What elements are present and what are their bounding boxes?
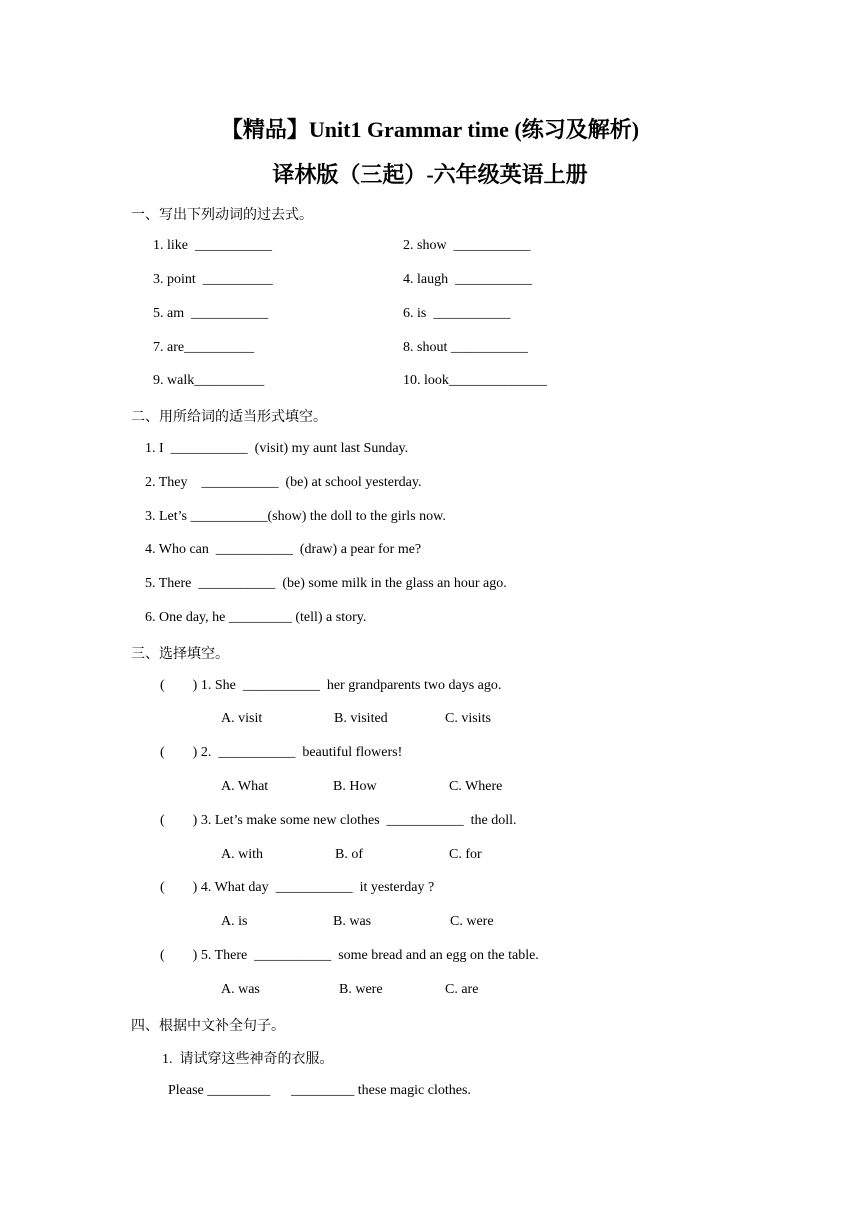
- s3-q1-option-b: B. visited: [334, 711, 388, 726]
- s2-item-3: 3. Let’s ___________(show) the doll to the girls now.: [145, 509, 446, 524]
- s1-item-8: 8. shout ___________: [403, 340, 528, 355]
- s1-item-2: 2. show ___________: [403, 238, 531, 253]
- s3-question-4: ( ) 4. What day ___________ it yesterday ?: [160, 880, 435, 895]
- s3-q5-option-a: A. was: [221, 982, 260, 997]
- s1-item-9: 9. walk__________: [153, 373, 265, 388]
- section-2-heading: 二、用所给词的适当形式填空。: [131, 410, 327, 425]
- s3-q3-option-c: C. for: [449, 847, 482, 862]
- s2-item-1: 1. I ___________ (visit) my aunt last Sunday.: [145, 441, 409, 456]
- s2-item-6: 6. One day, he _________ (tell) a story.: [145, 610, 367, 625]
- s3-q2-option-b: B. How: [333, 779, 377, 794]
- s3-q5-option-b: B. were: [339, 982, 383, 997]
- s2-item-4: 4. Who can ___________ (draw) a pear for me?: [145, 542, 422, 557]
- s3-q3-option-a: A. with: [221, 847, 263, 862]
- s1-item-3: 3. point __________: [153, 272, 273, 287]
- s3-q2-option-a: A. What: [221, 779, 269, 794]
- title-line-2: 译林版（三起）-六年级英语上册: [272, 162, 588, 187]
- s3-q4-option-c: C. were: [450, 914, 494, 929]
- s3-question-1: ( ) 1. She ___________ her grandparents two days ago.: [160, 678, 502, 693]
- s2-item-5: 5. There ___________ (be) some milk in the glass an hour ago.: [145, 576, 507, 591]
- s3-question-2: ( ) 2. ___________ beautiful flowers!: [160, 745, 403, 760]
- s1-item-5: 5. am ___________: [153, 306, 269, 321]
- s1-item-1: 1. like ___________: [153, 238, 272, 253]
- s3-q5-option-c: C. are: [445, 982, 479, 997]
- s1-item-10: 10. look______________: [403, 373, 547, 388]
- s3-q4-option-b: B. was: [333, 914, 372, 929]
- title-line-1: 【精品】Unit1 Grammar time (练习及解析): [220, 117, 640, 142]
- s3-q4-option-a: A. is: [221, 914, 248, 929]
- s3-question-3: ( ) 3. Let’s make some new clothes ___________ the doll.: [160, 813, 517, 828]
- section-1-heading: 一、写出下列动词的过去式。: [131, 208, 313, 223]
- section-3-heading: 三、选择填空。: [131, 647, 229, 662]
- s4-item-1-chinese: 1. 请试穿这些神奇的衣服。: [162, 1052, 334, 1067]
- s1-item-7: 7. are__________: [153, 340, 255, 355]
- s3-q1-option-c: C. visits: [445, 711, 491, 726]
- section-4-heading: 四、根据中文补全句子。: [131, 1019, 285, 1034]
- s2-item-2: 2. They ___________ (be) at school yesterday.: [145, 475, 422, 490]
- s3-q3-option-b: B. of: [335, 847, 363, 862]
- s1-item-4: 4. laugh ___________: [403, 272, 533, 287]
- s3-q1-option-a: A. visit: [221, 711, 263, 726]
- s4-item-1-english: Please _________ _________ these magic clothes.: [168, 1083, 471, 1098]
- s1-item-6: 6. is ___________: [403, 306, 511, 321]
- s3-question-5: ( ) 5. There ___________ some bread and an egg on the table.: [160, 948, 539, 963]
- s3-q2-option-c: C. Where: [449, 779, 503, 794]
